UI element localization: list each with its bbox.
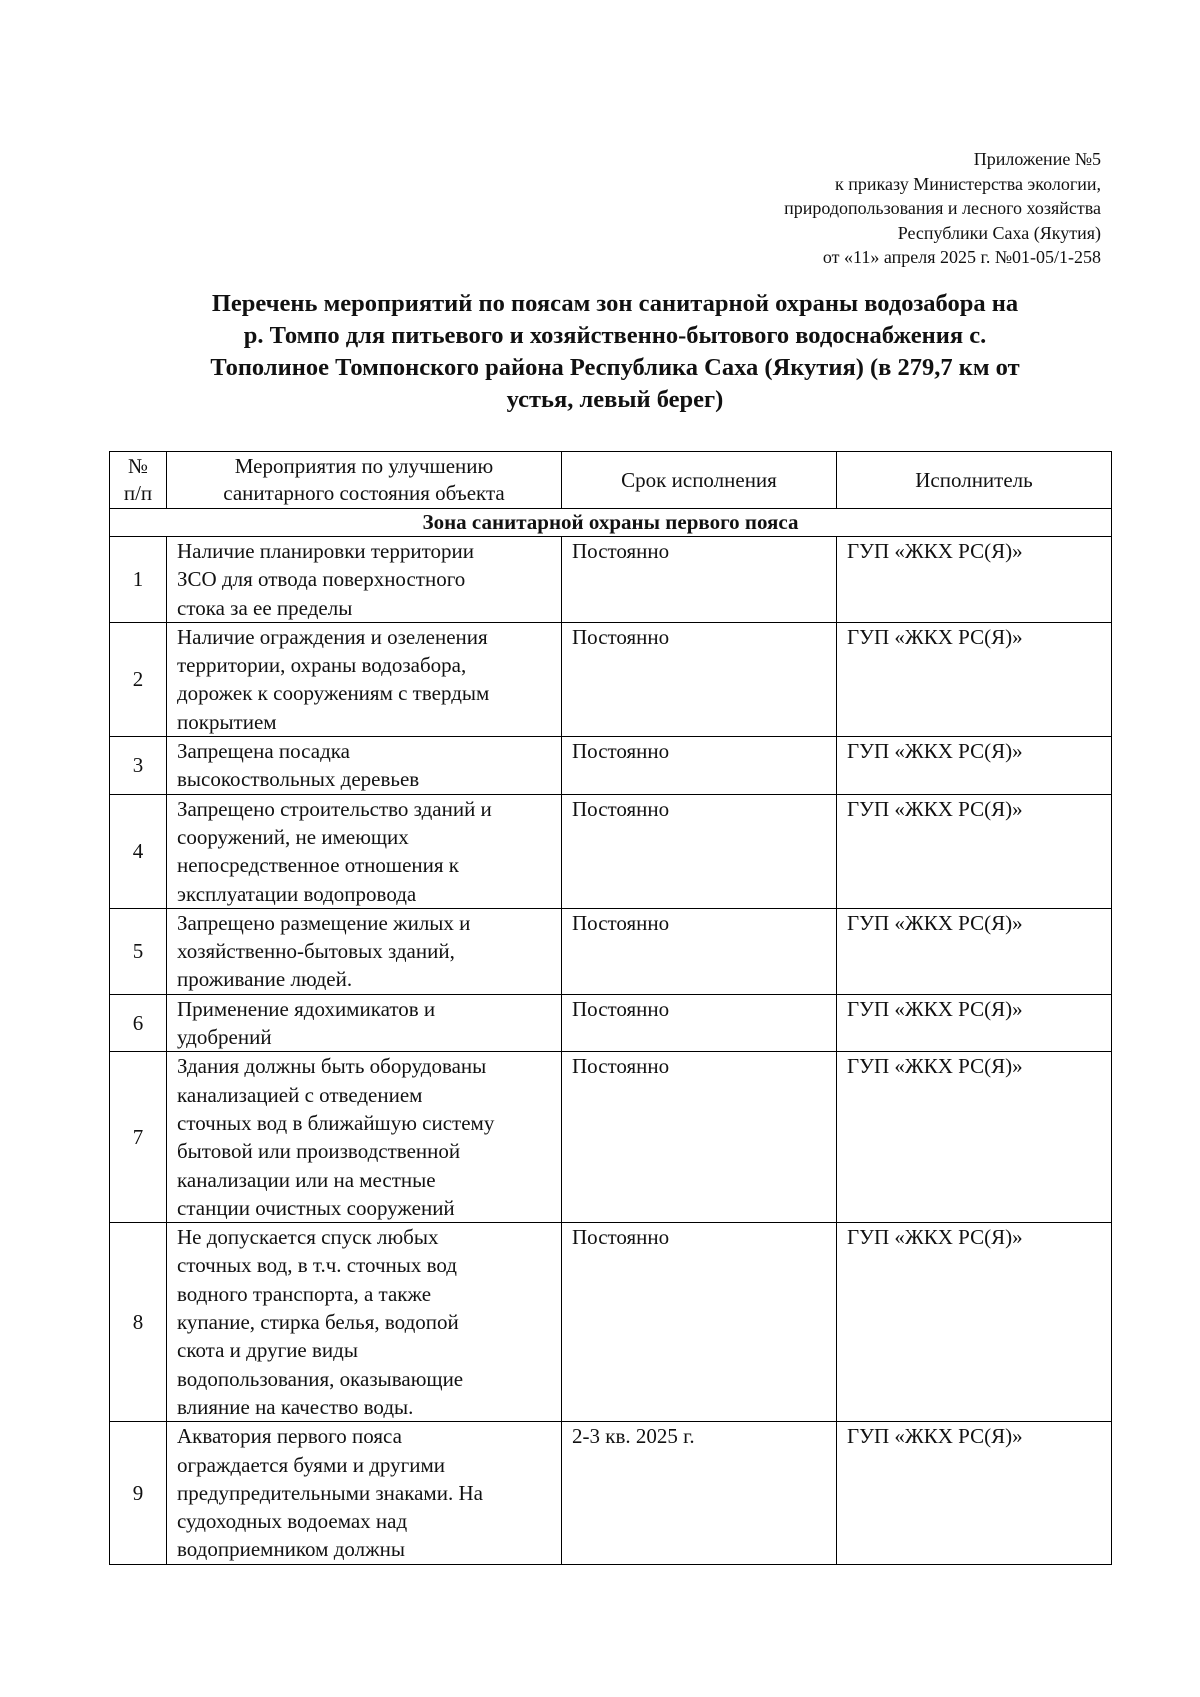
measure-line: Наличие планировки территории	[177, 539, 474, 563]
row-executor: ГУП «ЖКХ РС(Я)»	[837, 908, 1112, 994]
measure-line: эксплуатации водопровода	[177, 881, 417, 906]
header-executor: Исполнитель	[837, 452, 1112, 509]
measure-line: Не допускается спуск любых	[177, 1225, 439, 1250]
header-measure-line: санитарного состояния объекта	[223, 481, 505, 505]
zone-row	[110, 509, 1112, 537]
measure-line: судоходных водоемах над	[177, 1509, 408, 1534]
measure-line: проживание людей.	[177, 967, 353, 992]
row-executor: ГУП «ЖКХ РС(Я)»	[837, 1422, 1112, 1564]
measure-line: ограждается буями и другими	[177, 1452, 446, 1477]
table-row	[110, 908, 1112, 994]
row-executor: ГУП «ЖКХ РС(Я)»	[837, 1223, 1112, 1422]
row-deadline: Постоянно	[562, 622, 837, 736]
table-row	[110, 737, 1112, 795]
row-number: 4	[110, 794, 167, 908]
row-measure	[167, 794, 562, 908]
measure-line: сооружений, не имеющих	[177, 824, 409, 849]
table-row	[110, 794, 1112, 908]
row-measure	[167, 994, 562, 1052]
annex-header	[581, 147, 1101, 270]
title-line: устья, левый берег)	[506, 386, 724, 413]
measure-line: Применение ядохимикатов и	[177, 996, 436, 1021]
table-row	[110, 537, 1112, 623]
row-measure	[167, 537, 562, 623]
measure-line: купание, стирка белья, водопой	[177, 1310, 459, 1335]
measure-line: Запрещено строительство зданий и	[177, 796, 492, 821]
row-executor: ГУП «ЖКХ РС(Я)»	[837, 794, 1112, 908]
row-number: 9	[110, 1422, 167, 1564]
measure-line: дорожек к сооружениям с твердым	[177, 681, 490, 706]
measures-table	[109, 451, 1112, 1565]
header-measure	[167, 452, 562, 509]
measure-line: удобрений	[177, 1025, 272, 1050]
header-measure-line: Мероприятия по улучшению	[234, 454, 494, 478]
row-deadline: Постоянно	[562, 1223, 837, 1422]
measure-line: влияние на качество воды.	[177, 1394, 414, 1419]
table-body	[110, 509, 1112, 1565]
row-number: 2	[110, 622, 167, 736]
measure-line: водопользования, оказывающие	[177, 1366, 464, 1391]
row-deadline: Постоянно	[562, 994, 837, 1052]
header-deadline: Срок исполнения	[562, 452, 837, 509]
measure-line: канализацией с отведением	[177, 1082, 423, 1107]
title-line: Перечень мероприятий по поясам зон санитарной охраны водозабора на	[211, 290, 1019, 317]
measure-line: предупредительными знаками. На	[177, 1480, 483, 1505]
row-measure	[167, 1422, 562, 1564]
annex-line: природопользования и лесного хозяйства	[784, 198, 1101, 218]
row-executor: ГУП «ЖКХ РС(Я)»	[837, 537, 1112, 623]
table-row	[110, 622, 1112, 736]
row-number: 1	[110, 537, 167, 623]
header-num	[110, 452, 167, 509]
measure-line: Здания должны быть оборудованы	[177, 1054, 487, 1079]
measure-line: высокоствольных деревьев	[177, 767, 420, 792]
measure-line: территории, охраны водозабора,	[177, 653, 467, 678]
measure-line: станции очистных сооружений	[177, 1195, 455, 1220]
annex-line: Республики Саха (Якутия)	[897, 222, 1101, 243]
measure-line: ЗСО для отвода поверхностного	[177, 567, 466, 592]
annex-line: к приказу Министерства экологии,	[834, 173, 1101, 194]
row-deadline: Постоянно	[562, 1052, 837, 1223]
row-executor: ГУП «ЖКХ РС(Я)»	[837, 622, 1112, 736]
row-number: 5	[110, 908, 167, 994]
measure-line: водоприемником должны	[177, 1537, 405, 1562]
measure-line: непосредственное отношения к	[177, 853, 460, 878]
row-number: 3	[110, 737, 167, 795]
measure-line: Наличие ограждения и озеленения	[177, 624, 488, 649]
measure-line: канализации или на местные	[177, 1167, 436, 1192]
row-deadline: Постоянно	[562, 908, 837, 994]
measure-line: стока за ее пределы	[177, 595, 353, 620]
row-executor: ГУП «ЖКХ РС(Я)»	[837, 737, 1112, 795]
row-deadline: 2-3 кв. 2025 г.	[562, 1422, 837, 1564]
title-line: р. Томпо для питьевого и хозяйственно-бытового водоснабжения с.	[243, 322, 987, 349]
measure-line: водного транспорта, а также	[177, 1281, 432, 1306]
measure-line: скота и другие виды	[177, 1338, 358, 1363]
measure-line: Запрещено размещение жилых и	[177, 910, 471, 935]
title-line: Тополиное Томпонского района Республика Саха (Якутия) (в 279,7 км от	[210, 354, 1020, 381]
measure-line: покрытием	[177, 709, 277, 734]
table-header-row	[110, 452, 1112, 509]
measure-line: хозяйственно-бытовых зданий,	[177, 939, 455, 964]
annex-line: Приложение №5	[973, 149, 1101, 169]
row-measure	[167, 1052, 562, 1223]
row-deadline: Постоянно	[562, 737, 837, 795]
row-number: 6	[110, 994, 167, 1052]
row-deadline: Постоянно	[562, 537, 837, 623]
measure-line: сточных вод в ближайшую систему	[177, 1110, 495, 1135]
row-executor: ГУП «ЖКХ РС(Я)»	[837, 994, 1112, 1052]
measure-line: бытовой или производственной	[177, 1139, 461, 1164]
document-title	[130, 288, 1100, 416]
row-deadline: Постоянно	[562, 794, 837, 908]
measure-line: сточных вод, в т.ч. сточных вод	[177, 1253, 457, 1278]
row-executor: ГУП «ЖКХ РС(Я)»	[837, 1052, 1112, 1223]
measure-line: Запрещена посадка	[177, 739, 350, 764]
measure-line: Акватория первого пояса	[177, 1424, 402, 1449]
row-measure	[167, 908, 562, 994]
annex-line: от «11» апреля 2025 г. №01-05/1-258	[822, 247, 1101, 267]
row-number: 7	[110, 1052, 167, 1223]
row-measure	[167, 737, 562, 795]
table-row	[110, 1223, 1112, 1422]
row-measure	[167, 622, 562, 736]
header-num-line: п/п	[123, 481, 153, 505]
row-measure	[167, 1223, 562, 1422]
header-num-line: №	[127, 454, 149, 478]
row-number: 8	[110, 1223, 167, 1422]
table-row	[110, 1052, 1112, 1223]
zone-title: Зона санитарной охраны первого пояса	[110, 509, 1112, 537]
table-row	[110, 1422, 1112, 1564]
table-row	[110, 994, 1112, 1052]
